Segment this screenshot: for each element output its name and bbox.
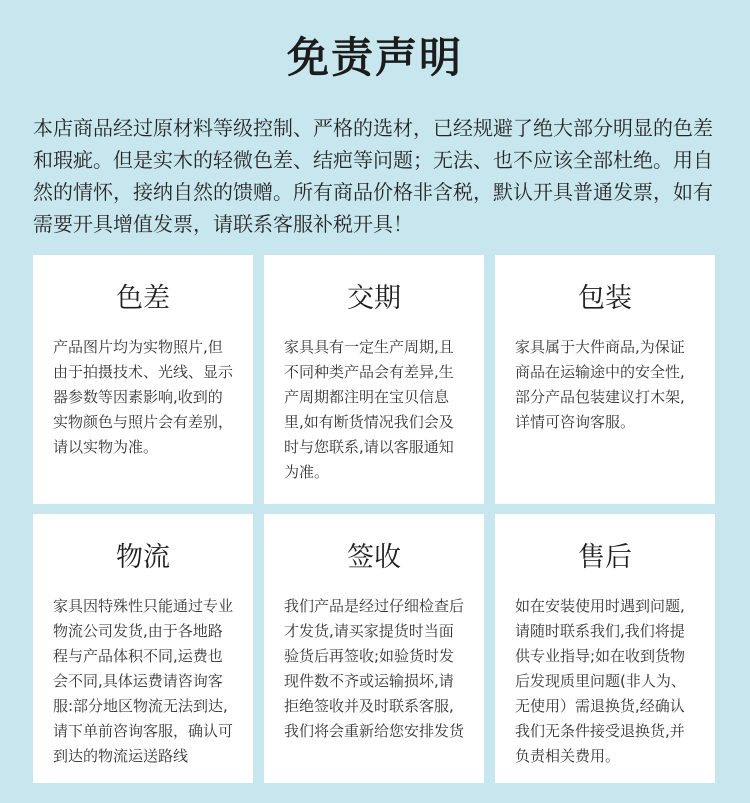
card-title: 售后	[578, 542, 632, 573]
card-color-difference	[33, 255, 253, 504]
card-receipt	[264, 514, 484, 783]
card-text: 我们产品是经过仔细检查后才发货,请买家提货时当面验货后再签收;如验货时发现件数不齐或运输损坏,请拒绝签收并及时联系客服,我们将会重新给您安排发货	[284, 597, 465, 740]
card-after-sales	[495, 514, 715, 783]
page-title: 免责声明	[286, 33, 463, 82]
card-packaging	[495, 255, 715, 504]
intro-paragraph: 本店商品经过原材料等级控制、严格的选材，已经规避了绝大部分明显的色差和瑕疵。但是实木的轻微色差、结疤等问题；无法、也不应该全部杜绝。用自然的情怀，接纳自然的馈赠。所有商品价格非含税，默认开具普通发票，如有需要开具增值发票，请联系客服补税开具！	[33, 116, 713, 236]
card-title: 签收	[347, 542, 401, 573]
card-text: 产品图片均为实物照片,但由于拍摄技术、光线、显示器参数等因素影响,收到的实物颜色与照片会有差别，请以实物为准。	[53, 338, 234, 456]
card-title: 交期	[347, 283, 401, 314]
card-title: 色差	[116, 283, 170, 314]
policy-card-grid	[33, 255, 716, 783]
card-text: 家具属于大件商品,为保证商品在运输途中的安全性,部分产品包装建议打木架,详情可咨询客服。	[515, 338, 685, 431]
card-text: 如在安装使用时遇到问题,请随时联系我们,我们将提供专业指导;如在收到货物后发现质里问题(非人为、无使用）需退换货,经确认我们无条件接受退换货,并负责相关费用。	[515, 597, 686, 765]
card-delivery-time	[264, 255, 484, 504]
card-title: 包装	[578, 283, 632, 314]
card-text: 家具因特殊性只能通过专业物流公司发货,由于各地路程与产品体积不同,运费也会不同,具体运费请咨询客服:部分地区物流无法到达,请下单前咨询客服，确认可到达的物流运送路线	[53, 597, 234, 765]
card-text: 家具具有一定生产周期,且不同种类产品会有差异,生产周期都注明在宝贝信息里,如有断货情况我们会及时与您联系,请以客服通知为准。	[284, 338, 454, 481]
card-logistics	[33, 514, 253, 783]
card-title: 物流	[116, 542, 170, 573]
